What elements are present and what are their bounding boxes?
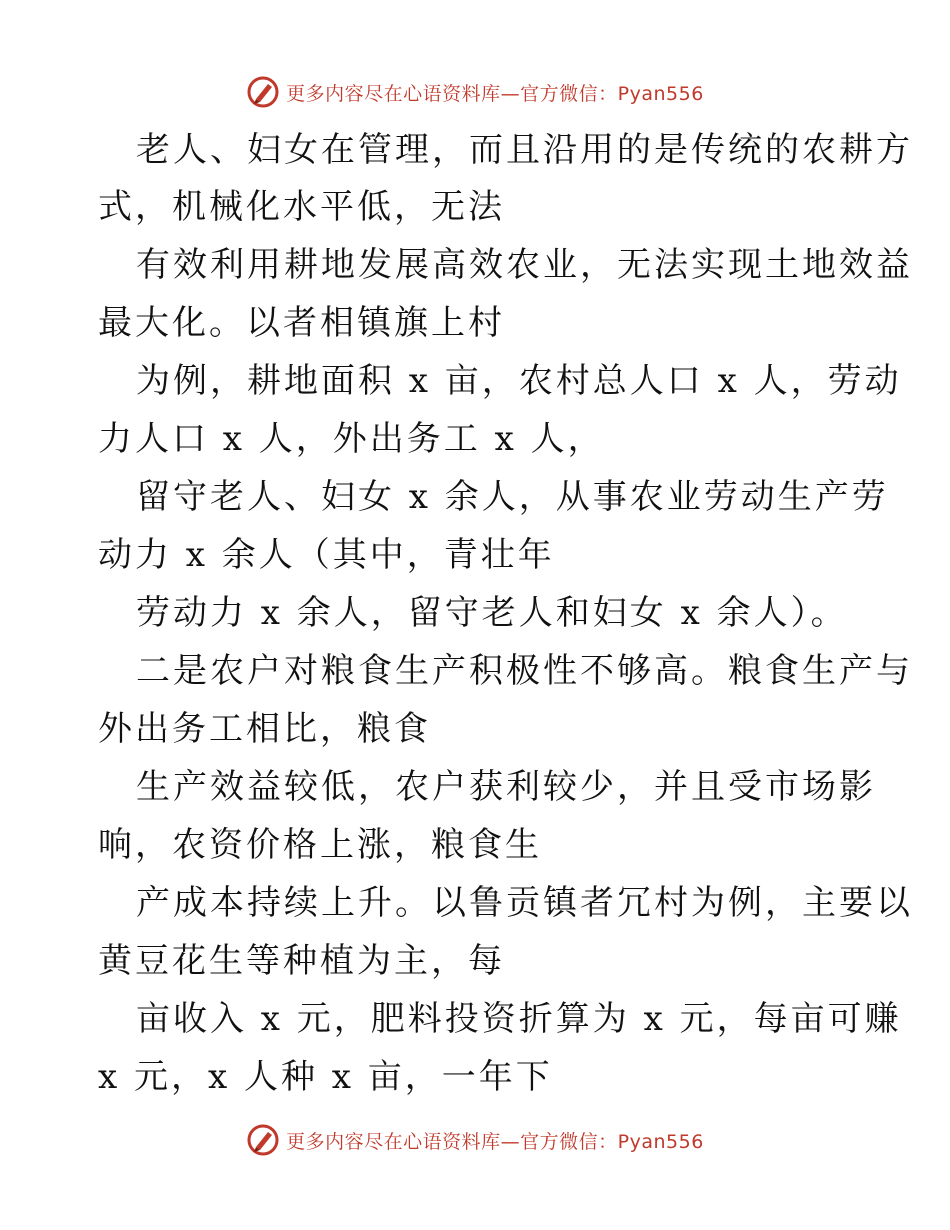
header-watermark	[0, 72, 950, 112]
text-line: 留守老人、妇女 x 余人，从事农业劳动生产劳	[136, 477, 889, 517]
text-line: 响，农资价格上涨，粮食生	[98, 825, 542, 865]
pen-circle-logo-icon	[246, 1123, 280, 1157]
text-line: 生产效益较低，农户获利较少，并且受市场影	[136, 767, 876, 807]
text-line: 最大化。以者相镇旗上村	[98, 303, 505, 343]
text-line: 二是农户对粮食生产积极性不够高。粮食生产与	[136, 651, 913, 691]
text-line: 有效利用耕地发展高效农业，无法实现土地效益	[136, 245, 913, 285]
text-line: 力人口 x 人，外出务工 x 人，	[98, 419, 605, 459]
text-line: 老人、妇女在管理，而且沿用的是传统的农耕方	[136, 130, 913, 170]
text-line: 动力 x 余人（其中，青壮年	[98, 535, 555, 575]
text-line: 式，机械化水平低，无法	[98, 187, 505, 227]
watermark-text: 更多内容尽在心语资料库—官方微信：Pyan556	[286, 82, 704, 105]
watermark-text: 更多内容尽在心语资料库—官方微信：Pyan556	[286, 1130, 704, 1153]
text-line: 黄豆花生等种植为主，每	[98, 941, 505, 981]
text-line: 为例，耕地面积 x 亩，农村总人口 x 人，劳动	[136, 361, 902, 401]
pen-circle-logo-icon	[246, 75, 280, 109]
text-line: 劳动力 x 余人，留守老人和妇女 x 余人）。	[136, 593, 848, 633]
text-line: 外出务工相比，粮食	[98, 709, 431, 749]
text-line: 亩收入 x 元，肥料投资折算为 x 元，每亩可赚	[136, 999, 902, 1039]
footer-watermark	[0, 1120, 950, 1160]
text-line: x 元，x 人种 x 亩，一年下	[98, 1057, 553, 1097]
text-line: 产成本持续上升。以鲁贡镇者冗村为例，主要以	[136, 883, 913, 923]
